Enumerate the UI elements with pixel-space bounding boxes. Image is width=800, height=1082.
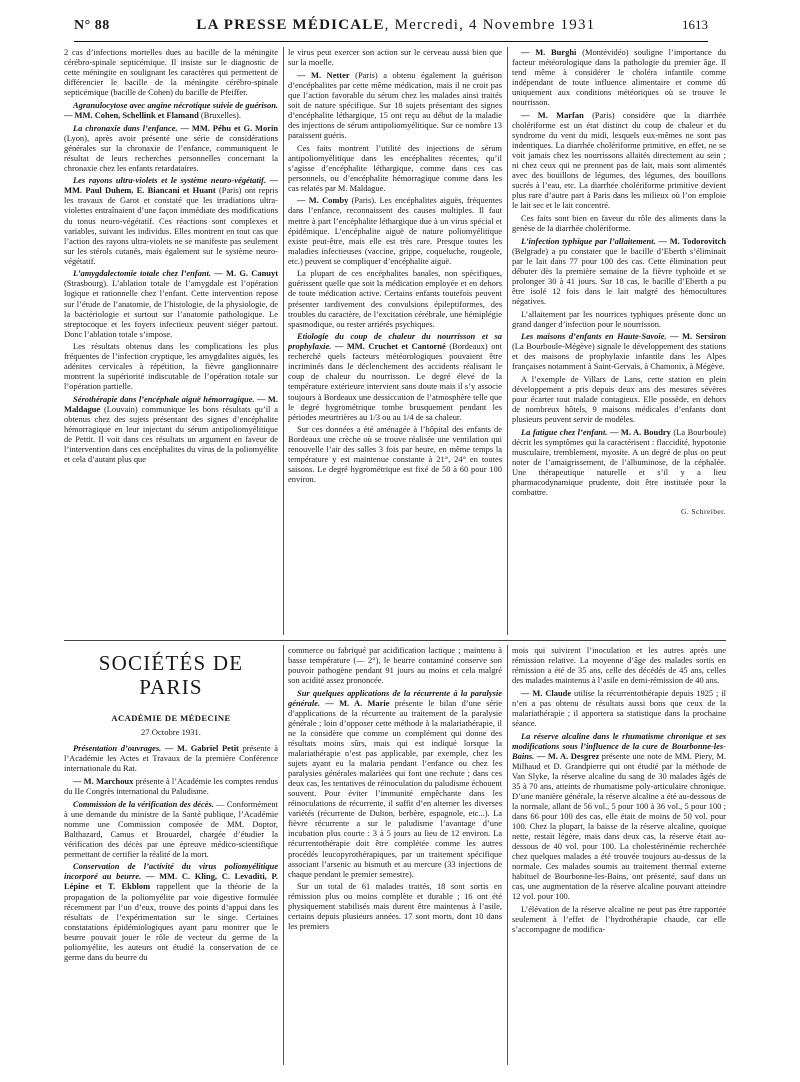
paragraph: [64, 175, 278, 265]
author-names: — M. A. Marie: [325, 697, 390, 708]
paragraph: [288, 195, 502, 265]
journal-title: LA PRESSE MÉDICALE: [196, 17, 385, 33]
paragraph: [512, 688, 726, 728]
article-heading: La réserve alcaline dans le rhumatisme chronique et ses modifications sous l’influence de la cure de Bourbonne-les-Bains.: [512, 730, 726, 761]
paragraph: [64, 776, 278, 796]
paragraph: [288, 331, 502, 421]
paragraph: [288, 688, 502, 879]
paragraph-text: Ces faits sont bien en faveur du rôle des aliments dans la genèse de la diarrhée cholériforme.: [512, 212, 726, 233]
paragraph: [64, 861, 278, 961]
paragraph: [512, 645, 726, 685]
paragraph-text: présente une note de MM. Piery, M. Milhaud et D. Grandpierre qui ont étudié par la méthode de Van Slyke, la réserve alcaline du sang de 30 malades âgés de 35 à 70 ans, atteints de rhumatisme poly-articulaire chronique. D’une manière générale, la réserve alcaline a été au-dessous de la normale, allant de 56 vol., 5 pour 100 à 36 vol., 5 pour 100 ; dans 66 pour 100 des cas, elle était de moins de 50 vol. pour 100. Chez la plupart, la baisse de la réserve alcaline, quoique nette, restait légère, mais dans deux cas, la réserve était au-dessous de 40 vol. pour 100. La cholestérinémie recherchée chez quelques malades a été trouvée toujours au-dessus de la normale. Ces malades soumis au traitement thermal externe habituel de Bourbonne-les-Bains, ont présenté, sauf dans un cas, une augmentation de la réserve alcaline pouvant atteindre 12 vol. pour 100.: [512, 750, 726, 902]
article-heading: Agranulocytose avec angine nécrotique suivie de guérison.: [73, 99, 278, 110]
paragraph: [64, 743, 278, 773]
article-heading: L’infection typhique par l’allaitement.: [521, 235, 656, 246]
page-number: 1613: [682, 17, 708, 32]
author-names: — M. A. Desgrez: [536, 750, 600, 761]
paragraph: [512, 904, 726, 934]
article-heading: La fatigue chez l’enfant.: [521, 426, 608, 437]
article-heading: Les rayons ultra-violets et le système neuro-végétatif.: [73, 175, 266, 186]
paragraph-text: rappellent que la théorie de la propagation de la poliomyélite par voie digestive formulée récemment par l’un d’eux, trouve des points d’appui dans les résultats de l’expérimentation sur le singe. Certaines constatations épidémiologiques ayant paru montrer que le beurre pouvait jouer le rôle de vecteur du germe de la poliomyélite, les auteurs ont étudié la conservation de ce germe dans du beurre du: [64, 881, 278, 962]
paragraph-text: (Bordeaux) ont recherché quels facteurs météorologiques pouvaient être incriminés dans le déclenchement des accidents réalisant le coup de chaleur du nourrisson. Le degré élevé de la température extérieure intervient sans doute mais il s’y associe toujours à Bordeaux une dessiccation de l’atmosphère telle que le degré hygrométrique tombe brusquement pendant les périodes meurtrières au 1/3 ou au 1/4 de sa chaleur.: [288, 341, 502, 422]
author-names: — MM. Péhu et G. Morin: [180, 122, 278, 133]
paragraph-text: (Bruxelles).: [198, 109, 241, 120]
column-5: [288, 645, 502, 1065]
paragraph-text: utilise la récurrentothérapie depuis 1925 ; il n’en a pas obtenu de résultats aussi bons que ceux de la malariathérapie ; il apportera sa statistique dans la prochaine séance.: [512, 687, 726, 728]
signature: G. Schreiber.: [680, 507, 726, 517]
article-heading: Présentation d’ouvrages.: [73, 743, 162, 754]
author-names: — MM. Paul Duhem, E. Biancani et Huant: [64, 175, 278, 196]
paragraph: [512, 213, 726, 233]
paragraph-text: Sur ces données a été aménagée à l’hôpital des enfants de Bordeaux une crèche où se trouve réalisée une ventilation qui renouvelle l’air des salles 3 fois par heure, en même temps la température y est maintenue constante à 21°, 24° en toutes saisons. Le degré hygrométrique est fixé de 50 à 60 pour 100 environ.: [288, 424, 502, 485]
paragraph: [64, 100, 278, 120]
paragraph-text: (Paris). Les encéphalites aiguës, fréquentes dans l’enfance, reconnaissent des causes multiples. Il faut mettre à part l’encéphalite léthargique due à un virus spécial et épidémique. L’encéphalite aiguë de nature poliomyélitique existe peut-être, mais elle est très rare. Presque toutes les maladies infectieuses (vaccine, grippe, coqueluche, rougeole, etc.) peuvent se compliquer d’encéphalite aiguë.: [288, 195, 502, 266]
paragraph-text: mois qui suivirent l’inoculation et les autres après une rémission relative. La moyenne d’âge des malades sortis en rémission a été de 35 ans, celle des décédés de 45 ans, celles des malades maintenus à l’asile en demi-rémission de 40 ans.: [512, 645, 726, 686]
paragraph-text: L’allaitement par les nourrices typhiques présente donc un grand danger d’infection pour le nourrisson.: [512, 308, 726, 329]
paragraph-text: A l’exemple de Villars de Lans, cette station en plein développement a pris depuis deux ans des mesures sévères pour écarter tout malade contagieux. Elle possède, en dehors de nombreux hôtels, 9 maisons médicales d’enfants dont plusieurs peuvent servir de modèles.: [512, 374, 726, 425]
section-divider: [64, 640, 726, 641]
column-divider: [283, 645, 284, 1065]
paragraph: [512, 731, 726, 902]
column-4-body: [64, 743, 278, 962]
paragraph: [512, 47, 726, 107]
paragraph-text: présente le bilan d’une série d’applications de la récurrente au traitement de la paralysie générale ; loin d’opposer cette méthode à la malariathérapie, il ne la considère que comme un complément qui donne des résultats moins sûrs, mais qui est indiqué lorsque la malariathérapie n’est pas applicable, par exemple, chez les sujets ayant eu la malaria pendant l’enfance ou chez les paralysies générales malariées qui font une rechute ; dans ces deux cas, les tentatives de réinoculation du paludisme échouent souvent. Pour éviter l’immunité empêchante dans les réinoculations de récurrente, il suffit d’en alterner les diverses variétés (récurrente de Dulton, berbère, espagnole, etc...). La fièvre récurrente a sur le paludisme l’avantage d’une incubation plus courte : 3 à 5 jours au lieu de 12 environ. La récurrentothérapie doit être complétée comme les autres procédés leucopyrothérapiques, par un traitement spécifique associant l’arsenic au bismuth et au mercure (33 injections de chaque pendant le premier semestre).: [288, 697, 502, 879]
paragraph: [288, 645, 502, 685]
paragraph-text: 2 cas d’infections mortelles dues au bacille de la méningite cérébro-spinale septicémique. Il insiste sur le diagnostic de cette méningite en soulignant les caractères qui permettent de différencier le bacille de la méningite cérébro-spinale septicémique (bacille de Cohen) du bacille de Pfeiffer.: [64, 47, 278, 98]
article-heading: La chronaxie dans l’enfance.: [73, 122, 178, 133]
journal-masthead: [196, 17, 595, 34]
paragraph-text: (La Bourboule) décrit les symptômes qui la caractérisent : flaccidité, hypotonie musculaire, tremblement, myosite. A un degré de plus on peut noter de l’amaigrissement, de l’albuminose, de la céphalée. Une thérapeutique naturelle et s’il y a lieu pharmacodynamique prudente, doit être instituée pour la combattre.: [512, 426, 726, 498]
paragraph: [512, 427, 726, 497]
author-names: — M. Maldague: [64, 394, 278, 415]
paragraph: [512, 236, 726, 306]
author-names: — M. Netter: [297, 69, 350, 80]
paragraph-text: Ces faits montrent l’utilité des injections de sérum antipoliomyélitique dans les encéphalites récentes, qu’il s’agisse d’encéphalite léthargique, comme dans ces cas personnels, ou d’encéphalite hémorragique comme dans les cas relatés par M. Maldague.: [288, 142, 502, 193]
paragraph: [512, 331, 726, 371]
paragraph-text: (Lyon), après avoir présenté une série de considérations générales sur la chronaxie de l’enfance, communiquent le résultat de leurs recherches personnelles concernant la chronaxie chez les enfants retardataires.: [64, 132, 278, 173]
paragraph-text: (Montévidéo) souligne l’importance du facteur météorologique dans la pathologie du premier âge. Il tend même à considérer le choléra infantile comme indépendant de toute influence alimentaire et comme dû uniquement aux conditions météoriques où se trouve le nourrisson.: [512, 47, 726, 108]
paragraph-text: L’élévation de la réserve alcaline ne peut pas être rapportée seulement à l’effet de l’hydrothérapie chaude, car elle s’accompagne de modifica-: [512, 903, 726, 935]
paragraph-text: le virus peut exercer son action sur le cerveau aussi bien que sur la moelle.: [288, 47, 502, 68]
author-names: — M. Burghi: [521, 47, 577, 57]
column-4: [64, 645, 278, 1065]
paragraph: [288, 70, 502, 140]
article-heading: Conservation de l’activité du virus poliomyélitique incorporé au beurre.: [64, 861, 278, 882]
paragraph-text: Sur un total de 61 malades traités, 18 sont sortis en rémission plus ou moins complète et durable ; 16 ont été physiquement stabilisés mais durent être maintenus à l’asile, certains depuis plusieurs années. 17 sont morts, dont 10 dans les premiers: [288, 881, 502, 932]
author-names: — M. Todorovitch: [658, 235, 726, 246]
session-date: 27 Octobre 1931.: [141, 727, 201, 738]
author-names: — M. Marfan: [521, 109, 584, 120]
paragraph: [64, 394, 278, 464]
column-3: [512, 47, 726, 635]
column-6: [512, 645, 726, 1065]
issue-number: N° 88: [74, 18, 110, 33]
paragraph-text: présente à l’Académie les comptes rendus du IIe Congrès international du Paludisme.: [64, 775, 278, 796]
paragraph: [288, 47, 502, 67]
paragraph: [512, 110, 726, 210]
paragraph-text: Les résultats obtenus dans les complications les plus fréquentes de l’infection cryptique, les amygdalites aiguës, les adénites cervicales à répétition, la fièvre ganglionnaire montrent la supériorité indiscutable de l’opération totale sur l’opération partielle.: [64, 341, 278, 392]
column-divider: [283, 47, 284, 635]
running-header: [74, 17, 708, 42]
article-heading: L’amygdalectomie totale chez l’enfant.: [73, 268, 211, 279]
author-names: — M. Gabriel Petit: [164, 743, 239, 754]
paragraph: [64, 341, 278, 391]
paragraph: [288, 424, 502, 484]
paragraph: [288, 143, 502, 193]
paragraph-text: présente à l’Académie les Actes et Travaux de la première Conférence internationale du Rat.: [64, 743, 278, 774]
column-divider: [507, 645, 508, 1065]
section-title: SOCIÉTÉS DE PARIS: [98, 651, 244, 699]
author-names: — M. Sersiron: [670, 331, 726, 342]
author-names: — M. Marchoux: [73, 775, 134, 786]
issue-date: , Mercredi, 4 Novembre 1931: [384, 17, 596, 33]
paragraph: [64, 799, 278, 859]
paragraph-text: (Paris) ont repris les travaux de Garot et constaté que les irradiations ultra-violettes entraînaient d’une façon immédiate des modifications du tonus neuro-végétatif. Ces réactions sont complexes et variables, suivant les individus. Elles montrent en tout cas que l’action des rayons ultra-violets ne se manifeste pas seulement sur les stérols cutanés, mais également sur le système neuro-végétatif.: [64, 185, 278, 266]
author-names: — MM. Cruchet et Cantorné: [334, 341, 446, 352]
article-heading: Les maisons d’enfants en Haute-Savoie.: [521, 331, 667, 342]
paragraph: [512, 309, 726, 329]
paragraph: [512, 374, 726, 424]
column-divider: [507, 47, 508, 635]
paragraph-text: (Louvain) communique les bons résultats qu’il a obtenus chez des sujets présentant des signes d’encéphalite hémorragique en leur injectant du sérum antipoliomyélitique de Pettit. Il voit dans ces résultats un argument en faveur de l’intervention dans ces encéphalites du virus de la poliomyélite et cela d’autant plus que: [64, 404, 278, 465]
author-names: — M. G. Canuyt: [214, 268, 278, 279]
column-2: [288, 47, 502, 635]
paragraph-text: (Paris) a obtenu également la guérison d’encéphalites par cette même médication, mais il ne croit pas que l’action favorable du sérum chez les malades ainsi traités soit de nature spécifique. Sur 18 sujets présentant des signes d’encéphalite léthargique, 15 ont reçu au début de la maladie des injections de sérum antipoliomyélitique. Sur ce nombre 13 paraissent guéris.: [288, 69, 502, 140]
author-names: — M. A. Boudry: [609, 426, 671, 437]
paragraph: [288, 881, 502, 931]
academy-heading: ACADÉMIE DE MÉDECINE: [111, 713, 231, 723]
author-names: — M. Comby: [297, 195, 349, 206]
column-1: [64, 47, 278, 635]
article-heading: Commission de la vérification des décès.: [73, 798, 214, 809]
paragraph: [64, 47, 278, 97]
paragraph-text: (Strasbourg). L’ablation totale de l’amygdale est l’opération logique et rationnelle chez l’enfant. Cette intervention repose sur l’étude de l’anatomie, de l’histologie, de la physiologie, de la bactériologie et surtout sur l’anatomie pathologique. Le streptocoque et les foyers infectieux peuvent siéger partout. Donc l’ablation totale s’impose.: [64, 278, 278, 339]
paragraph-text: La plupart de ces encéphalites banales, non spécifiques, guérissent quelle que soit la médication employée et en dehors de toute médication active. Certains enfants toutefois peuvent présenter tardivement des convulsions épileptiformes, des troubles du caractère, de l’excitation cérébrale, une hémiplégie spasmodique, ou rester arriérés psychiques.: [288, 268, 502, 329]
article-heading: Etiologie du coup de chaleur du nourrisson et sa prophylaxie.: [288, 331, 502, 352]
article-heading: Sérothérapie dans l’encéphale aiguë hémorragique.: [73, 394, 255, 405]
paragraph: [64, 268, 278, 338]
paragraph: [288, 268, 502, 328]
article-heading: Sur quelques applications de la récurrente à la paralysie générale.: [288, 687, 502, 708]
paragraph: [64, 123, 278, 173]
author-names: — MM. C. Kling, C. Levaditi, P. Lépine et T. Ekblom: [64, 871, 278, 892]
author-names: — MM. Cohen, Schellink et Flamand: [64, 109, 199, 120]
paragraph-text: (La Bourboule-Mégève) signale le développement des stations et des maisons de prophylaxie infantile dans les Alpes françaises notamment à Saint-Gervais, à Chamonix, à Mégève.: [512, 341, 726, 372]
paragraph-text: (Paris) considère que la diarrhée cholériforme est un état distinct du coup de chaleur et du syndrome du vent du midi, lesquels eux-mêmes ne sont pas indentiques. La diarrhée cholériforme primitive, en effet, ne se voit jamais chez les nourrissons allaités directement au sein ; ni chez ceux qui ne prennent pas de lait, mais sont alimentés avec des bouillons de légumes, des légumes, des bouillons sucrés à l’eau, etc. La diarrhée cholériforme primitive devient plus rare d’autre part à Paris dans les milieux où l’on emploie le lait sec et le lait concentré.: [512, 109, 726, 211]
paragraph-text: — Conformément à une demande du ministre de la Santé publique, l’Académie nomme une Commission composée de MM. Doptor, Balthazard, Camus et Brouardel, chargée d’étudier la vérification des décès par une épreuve médico-scientifique permettant de certifier la réalité de la mort.: [64, 798, 278, 859]
paragraph-text: (Belgrade) a pu constater que le bacille d’Eberth s’éliminait par le lait dans 77 pour 100 des cas. Cette élimination peut débuter dès la première semaine de la fièvre typhoïde et se prolonger 30 à 41 jours. Sur 18 cas, le bacille d’Eberth a pu être isolé 12 fois dans le lait malgré des hémocultures négatives.: [512, 245, 726, 306]
author-names: — M. Claude: [521, 687, 572, 698]
paragraph-text: commerce ou fabriqué par acidification lactique ; maintenu à basse température (— 2°), le beurre contaminé conserve son pouvoir pathogène pendant 91 jours au moins et cela malgré son acidité assez prononcée.: [288, 645, 502, 686]
